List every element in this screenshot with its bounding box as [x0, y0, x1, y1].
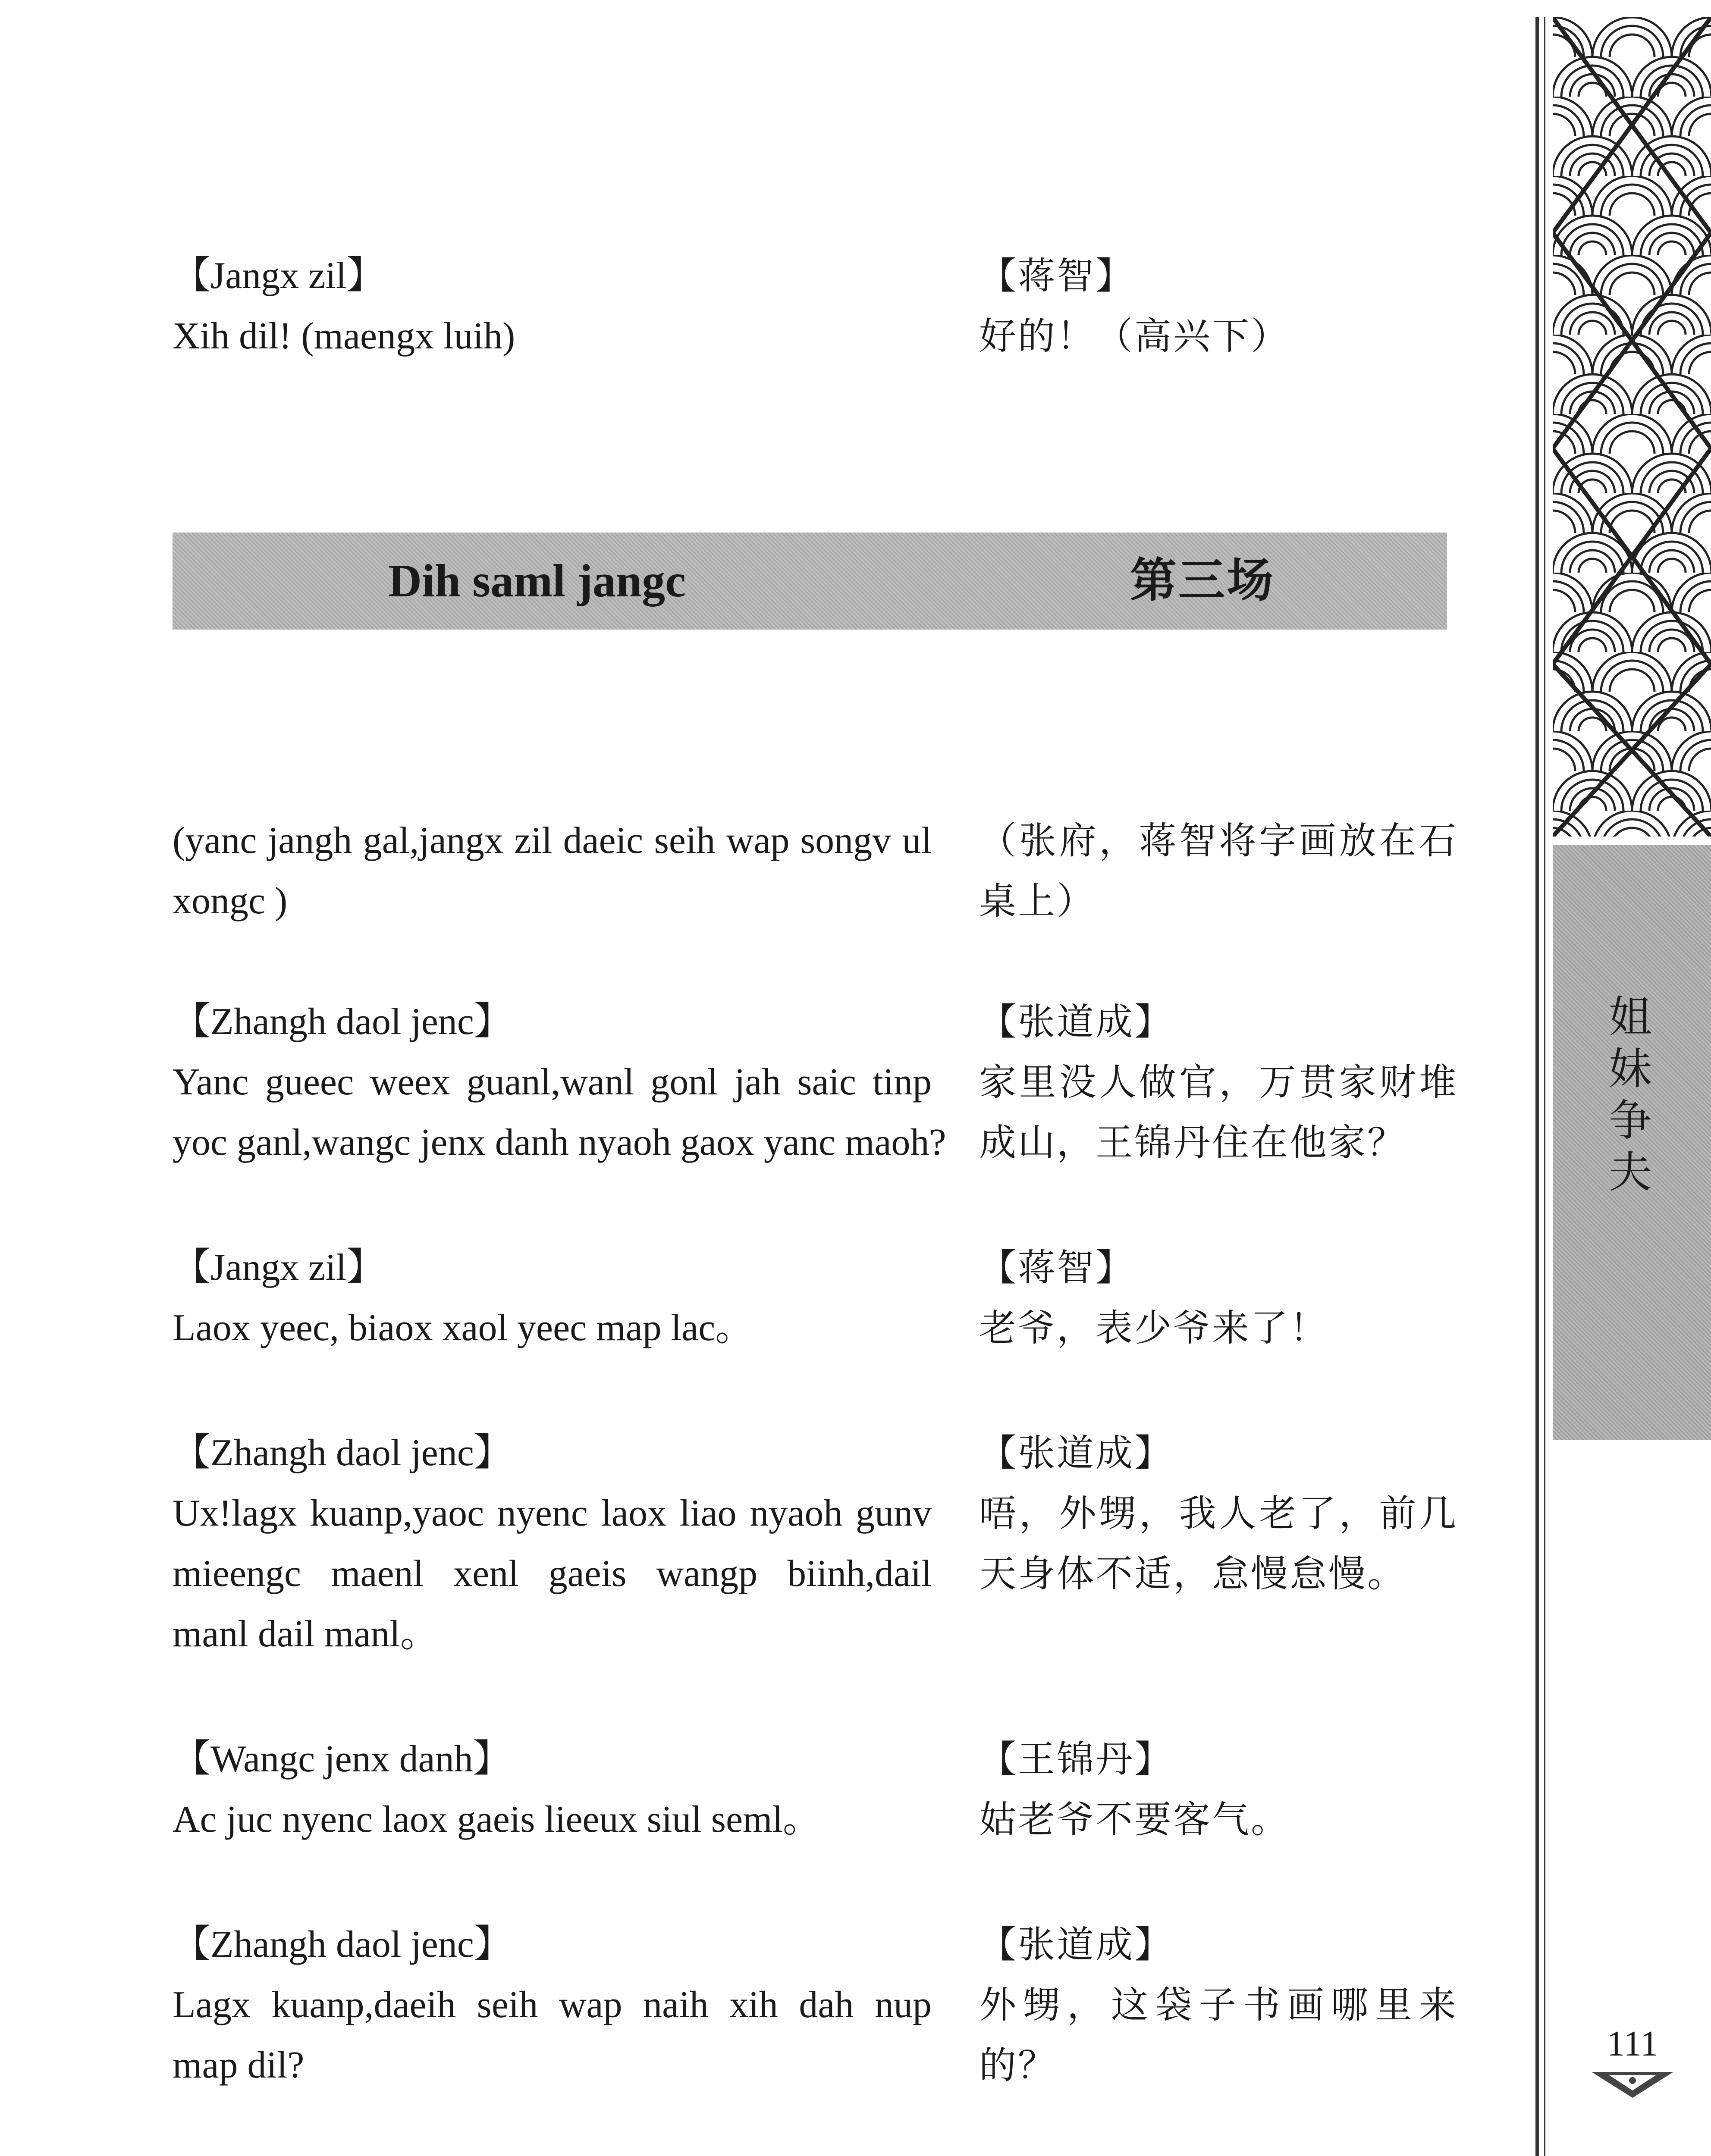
- scene-heading-roman: Dih saml jangc: [388, 555, 686, 607]
- intro-right-line: 好的！（高兴下）: [979, 316, 1290, 357]
- margin-rule: [1535, 17, 1539, 2156]
- intro-right-speaker: 【蒋智】: [979, 255, 1134, 297]
- dialogue-speaker-left: 【Wangc jenx danh】: [173, 1738, 511, 1780]
- dialogue-line-right: 老爷，表少爷来了！: [979, 1307, 1328, 1349]
- margin-rule: [1544, 17, 1545, 2156]
- dialogue-speaker-right: 【王锦丹】: [979, 1739, 1173, 1780]
- dialogue-speaker-right: 【张道成】: [979, 1001, 1173, 1043]
- stage-direction-right-line: （张府，蒋智将字画放在石: [979, 820, 1458, 862]
- dialogue-speaker-left: 【Jangx zil】: [173, 1247, 385, 1288]
- dialogue-line-left: manl dail manl。: [173, 1613, 438, 1655]
- dialogue-line-right: 唔，外甥，我人老了，前几: [979, 1493, 1458, 1534]
- stage-direction-left-line: xongc ): [173, 880, 288, 922]
- dialogue-line-right: 成山，王锦丹住在他家？: [979, 1122, 1406, 1163]
- dialogue-line-left: Ux!lagx kuanp,yaoc nyenc laox liao nyaoh gunv: [173, 1492, 932, 1534]
- dialogue-line-right: 外甥，这袋子书画哪里来: [979, 1984, 1458, 2026]
- dialogue-speaker-left: 【Zhangh daol jenc】: [173, 1001, 512, 1043]
- dialogue-line-left: Yanc gueec weex guanl,wanl gonl jah saic tinp: [173, 1061, 932, 1103]
- ornamental-pattern: [1553, 17, 1711, 837]
- stage-direction-right-line: 桌上）: [979, 881, 1096, 922]
- dialogue-speaker-right: 【张道成】: [979, 1432, 1173, 1474]
- dialogue-line-left: Laox yeec, biaox xaol yeec map lac。: [173, 1307, 753, 1349]
- dialogue-line-left: mieengc maenl xenl gaeis wangp biinh,dail: [173, 1553, 932, 1595]
- dialogue-line-right: 的？: [979, 2045, 1057, 2086]
- intro-left-line: Xih dil! (maengx luih): [173, 315, 515, 357]
- page-number: 111: [1607, 2024, 1658, 2064]
- dialogue-line-left: map dil?: [173, 2044, 305, 2086]
- dialogue-line-left: yoc ganl,wangc jenx danh nyaoh gaox yanc maoh?: [173, 1122, 946, 1163]
- page-number-ornament-icon: [1592, 2070, 1673, 2100]
- book-section-title: 姐妹争夫: [1609, 993, 1652, 1197]
- dialogue-speaker-left: 【Zhangh daol jenc】: [173, 1924, 512, 1965]
- dialogue-speaker-right: 【蒋智】: [979, 1247, 1134, 1288]
- dialogue-line-left: Ac juc nyenc laox gaeis lieeux siul seml。: [173, 1799, 821, 1840]
- dialogue-line-left: Lagx kuanp,daeih seih wap naih xih dah nup: [173, 1984, 932, 2026]
- dialogue-line-right: 姑老爷不要客气。: [979, 1799, 1290, 1840]
- scene-heading-chinese: 第三场: [1130, 555, 1275, 607]
- dialogue-line-right: 家里没人做官，万贯家财堆: [979, 1062, 1458, 1103]
- stage-direction-left-line: (yanc jangh gal,jangx zil daeic seih wap songv ul: [173, 820, 932, 862]
- dialogue-speaker-left: 【Zhangh daol jenc】: [173, 1432, 512, 1474]
- dialogue-speaker-right: 【张道成】: [979, 1924, 1173, 1965]
- intro-left-speaker: 【Jangx zil】: [173, 255, 385, 297]
- dialogue-line-right: 天身体不适，怠慢怠慢。: [979, 1553, 1406, 1595]
